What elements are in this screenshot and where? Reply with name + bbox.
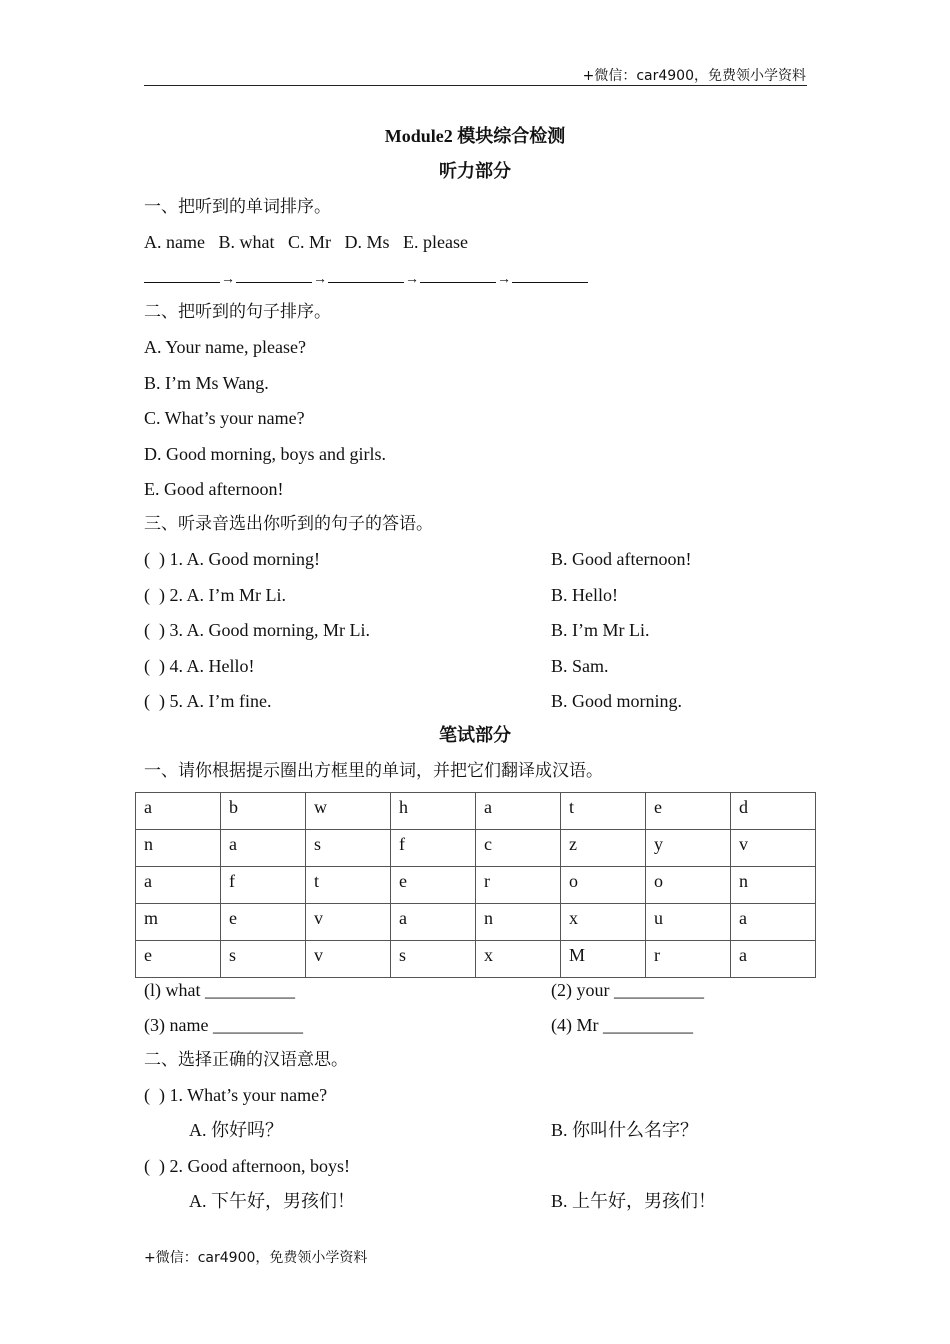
grid-cell[interactable]: a (731, 904, 816, 941)
page-title: Module2 模块综合检测 (384, 126, 566, 146)
grid-cell[interactable]: f (221, 867, 306, 904)
writing-heading: 笔试部分 (439, 725, 511, 746)
question-2-option-b: B. Hello! (551, 585, 618, 605)
grid-cell[interactable]: e (646, 793, 731, 830)
fill-what[interactable]: (l) what __________ (144, 980, 295, 1000)
word-search-grid (135, 792, 816, 978)
grid-cell[interactable]: n (136, 830, 221, 867)
question-5-option-b: B. Good morning. (551, 691, 683, 711)
fill-name[interactable]: (3) name __________ (144, 1015, 303, 1035)
grid-cell[interactable]: t (561, 793, 646, 830)
writing-s2-title: 二、选择正确的汉语意思。 (144, 1050, 348, 1070)
listening-heading: 听力部分 (439, 161, 511, 182)
arrow-icon: → (221, 272, 235, 287)
question-4-option-b: B. Sam. (551, 656, 609, 676)
grid-cell[interactable]: a (391, 904, 476, 941)
grid-cell[interactable]: M (561, 941, 646, 978)
listening-s2-title: 二、把听到的句子排序。 (144, 302, 331, 322)
grid-cell[interactable]: a (136, 867, 221, 904)
grid-row (136, 830, 816, 867)
grid-cell[interactable]: y (646, 830, 731, 867)
grid-cell[interactable]: v (306, 904, 391, 941)
sentence-option: E. Good afternoon! (144, 479, 284, 499)
blank-5[interactable] (512, 268, 588, 283)
arrow-icon: → (497, 272, 511, 287)
grid-cell[interactable]: e (391, 867, 476, 904)
grid-cell[interactable]: h (391, 793, 476, 830)
grid-cell[interactable]: v (306, 941, 391, 978)
arrow-icon: → (313, 272, 327, 287)
grid-cell[interactable]: u (646, 904, 731, 941)
grid-row (136, 793, 816, 830)
grid-cell[interactable]: f (391, 830, 476, 867)
header-note: +微信：car4900，免费领小学资料 (582, 68, 806, 84)
grid-cell[interactable]: o (646, 867, 731, 904)
grid-cell[interactable]: s (306, 830, 391, 867)
blank-4[interactable] (420, 268, 496, 283)
choice-question-1: ( ) 1. What’s your name? (144, 1085, 328, 1105)
grid-cell[interactable]: m (136, 904, 221, 941)
arrow-icon: → (405, 272, 419, 287)
grid-cell[interactable]: e (221, 904, 306, 941)
question-2: ( ) 2. A. I’m Mr Li. (144, 585, 286, 605)
sentence-option: A. Your name, please? (144, 337, 306, 357)
question-5: ( ) 5. A. I’m fine. (144, 691, 272, 711)
grid-cell[interactable]: n (476, 904, 561, 941)
grid-cell[interactable]: b (221, 793, 306, 830)
grid-cell[interactable]: z (561, 830, 646, 867)
choice-1-option-a: A. 你好吗？ (189, 1120, 283, 1140)
sentence-option: B. I’m Ms Wang. (144, 373, 269, 393)
fill-mr[interactable]: (4) Mr __________ (551, 1015, 693, 1035)
grid-cell[interactable]: w (306, 793, 391, 830)
choice-question-2: ( ) 2. Good afternoon, boys! (144, 1156, 350, 1176)
choice-1-option-b: B. 你叫什么名字？ (551, 1120, 699, 1140)
grid-cell[interactable]: t (306, 867, 391, 904)
grid-cell[interactable]: x (476, 941, 561, 978)
blank-2[interactable] (236, 268, 312, 283)
blank-3[interactable] (328, 268, 404, 283)
footer-note: +微信：car4900，免费领小学资料 (144, 1250, 368, 1266)
question-1: ( ) 1. A. Good morning! (144, 549, 320, 569)
grid-cell[interactable]: a (221, 830, 306, 867)
ordering-blanks (144, 265, 588, 292)
grid-cell[interactable]: o (561, 867, 646, 904)
grid-cell[interactable]: s (391, 941, 476, 978)
grid-cell[interactable]: s (221, 941, 306, 978)
header-divider (144, 85, 807, 86)
grid-cell[interactable]: n (731, 867, 816, 904)
blank-1[interactable] (144, 268, 220, 283)
sentence-option: D. Good morning, boys and girls. (144, 444, 386, 464)
grid-cell[interactable]: x (561, 904, 646, 941)
fill-your[interactable]: (2) your __________ (551, 980, 704, 1000)
writing-s1-title: 一、请你根据提示圈出方框里的单词，并把它们翻译成汉语。 (144, 761, 603, 781)
grid-cell[interactable]: e (136, 941, 221, 978)
choice-2-option-b: B. 上午好，男孩们！ (551, 1191, 717, 1211)
listening-s3-title: 三、听录音选出你听到的句子的答语。 (144, 514, 433, 534)
question-3-option-b: B. I’m Mr Li. (551, 620, 650, 640)
listening-s1-options: A. name B. what C. Mr D. Ms E. please (144, 232, 468, 252)
question-4: ( ) 4. A. Hello! (144, 656, 255, 676)
choice-2-option-a: A. 下午好，男孩们！ (189, 1191, 355, 1211)
sentence-option: C. What’s your name? (144, 408, 305, 428)
grid-row (136, 904, 816, 941)
grid-cell[interactable]: a (136, 793, 221, 830)
grid-cell[interactable]: r (646, 941, 731, 978)
grid-cell[interactable]: d (731, 793, 816, 830)
grid-cell[interactable]: a (731, 941, 816, 978)
grid-row (136, 867, 816, 904)
grid-cell[interactable]: c (476, 830, 561, 867)
grid-row (136, 941, 816, 978)
grid-cell[interactable]: a (476, 793, 561, 830)
question-1-option-b: B. Good afternoon! (551, 549, 692, 569)
grid-cell[interactable]: v (731, 830, 816, 867)
grid-cell[interactable]: r (476, 867, 561, 904)
question-3: ( ) 3. A. Good morning, Mr Li. (144, 620, 370, 640)
listening-s1-title: 一、把听到的单词排序。 (144, 197, 331, 217)
